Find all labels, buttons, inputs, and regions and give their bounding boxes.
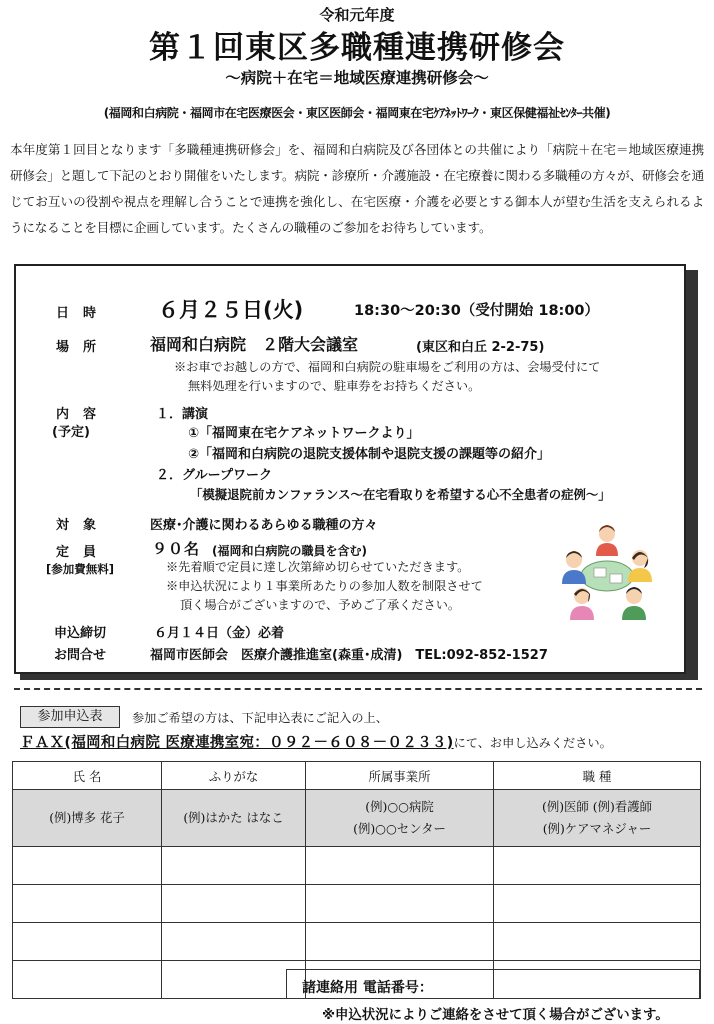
table-row [13, 885, 701, 923]
capacity-note-2: ※申込状況により１事業所あたりの参加人数を制限させて [166, 579, 483, 593]
example-office [306, 790, 494, 847]
header-job: 職 種 [494, 762, 701, 790]
contact-value: 福岡市医師会 医療介護推進室(森重･成清) TEL:092-852-1527 [150, 648, 548, 663]
application-description: 参加ご希望の方は、下記申込表にご記入の上、 [132, 711, 388, 725]
office-cell[interactable] [306, 847, 494, 885]
parking-note-1: ※お車でお越しの方で、福岡和白病院の駐車場をご利用の方は、会場受付にて [174, 360, 601, 374]
program-item-2a: 「模擬退院前カンファランス～在宅看取りを希望する心不全患者の症例～」 [190, 487, 611, 502]
event-address: (東区和白丘 2-2-75) [416, 340, 545, 355]
content-sub-label: (予定) [52, 425, 90, 440]
event-date: ６月２５日(火) [158, 298, 304, 322]
program-item-1: １．講演 [156, 407, 209, 422]
parking-note-2: 無料処理を行いますので、駐車券をお持ちください。 [188, 379, 481, 393]
name-cell[interactable] [13, 847, 162, 885]
example-office-2: (例)○○センター [353, 821, 446, 836]
footer-note: ※申込状況によりご連絡をさせて頂く場合がございます。 [322, 1008, 669, 1023]
application-table [12, 761, 701, 999]
deadline-label: 申込締切 [54, 626, 107, 641]
capacity-note: (福岡和白病院の職員を含む) [212, 544, 367, 558]
header-kana: ふりがな [162, 762, 306, 790]
fax-line [20, 731, 612, 752]
date-label: 日時 [56, 306, 111, 321]
job-cell[interactable] [494, 923, 701, 961]
capacity-note-3: 頂く場合がございますので、予めご了承ください。 [180, 598, 461, 612]
fax-suffix: にて、お申し込みください。 [453, 736, 612, 750]
program-item-2: ２．グループワーク [156, 468, 272, 483]
target-audience: 医療･介護に関わるあらゆる職種の方々 [150, 518, 378, 533]
event-place: 福岡和白病院 ２階大会議室 [150, 335, 359, 354]
job-cell[interactable] [494, 885, 701, 923]
capacity-label: 定員 [56, 545, 111, 560]
program-item-1a: ①「福岡東在宅ケアネットワークより」 [188, 426, 420, 441]
example-name: (例)博多 花子 [13, 790, 162, 847]
organizers-line: (福岡和白病院・福岡市在宅医療医会・東区医師会・福岡東在宅ｹｱﾈｯﾄﾜｰｸ・東区保健福祉ｾﾝﾀｰ共催) [103, 106, 611, 120]
year-label: 令和元年度 [319, 6, 395, 24]
table-row [13, 847, 701, 885]
cut-line-separator [14, 688, 702, 690]
page-subtitle: ～病院＋在宅＝地域医療連携研修会～ [225, 69, 489, 87]
table-header-row [13, 762, 701, 790]
table-row [13, 923, 701, 961]
application-form-tag: 参加申込表 [20, 706, 120, 728]
example-job-2: (例)ケアマネジャー [542, 821, 652, 836]
office-cell[interactable] [306, 923, 494, 961]
table-example-row [13, 790, 701, 847]
kana-cell[interactable] [162, 961, 306, 999]
capacity-note-1: ※先着順で定員に達し次第締め切らせていただきます。 [166, 560, 470, 574]
meeting-illustration [554, 516, 660, 622]
capacity-value: ９０名 [152, 540, 201, 558]
name-cell[interactable] [13, 923, 162, 961]
kana-cell[interactable] [162, 847, 306, 885]
job-cell[interactable] [494, 847, 701, 885]
example-kana: (例)はかた はなこ [162, 790, 306, 847]
place-label: 場所 [56, 340, 111, 355]
fax-number: ＦＡＸ(福岡和白病院 医療連携室宛：０９２－６０８－０２３３) [20, 735, 454, 751]
header-name: 氏 名 [13, 762, 162, 790]
office-cell[interactable] [306, 885, 494, 923]
intro-paragraph: 本年度第１回目となります「多職種連携研修会」を、福岡和白病院及び各団体との共催により「病院＋在宅＝地域医療連携研修会」と題して下記のとおり開催をいたします。病院・診療所・介護施設・在宅療養に関わる多職種の方々が、研修会を通じてお互いの役割や視点を理解し合うことで連携を強化し、在宅医療・介護を必要とする御本人が望む生活を支えられるようになることを目標に企画しています。たくさんの職種のご参加をお待ちしています。 [10, 142, 704, 235]
example-office-1: (例)○○病院 [365, 799, 434, 814]
deadline-value: ６月１４日（金）必着 [154, 626, 285, 641]
content-label: 内容 [56, 407, 111, 422]
kana-cell[interactable] [162, 885, 306, 923]
target-label: 対象 [56, 518, 111, 533]
contact-label: お問合せ [54, 648, 107, 663]
fee-badge: [参加費無料] [46, 562, 115, 576]
name-cell[interactable] [13, 961, 162, 999]
kana-cell[interactable] [162, 923, 306, 961]
event-time: 18:30～20:30（受付開始 18:00） [354, 303, 600, 319]
example-job [494, 790, 701, 847]
header-office: 所属事業所 [306, 762, 494, 790]
program-item-1b: ②「福岡和白病院の退院支援体制や退院支援の課題等の紹介」 [188, 447, 551, 462]
name-cell[interactable] [13, 885, 162, 923]
page-title: 第１回東区多職種連携研修会 [149, 30, 565, 66]
example-job-1: (例)医師 (例)看護師 [541, 799, 652, 814]
phone-number-label: 諸連絡用 電話番号： [302, 980, 433, 996]
